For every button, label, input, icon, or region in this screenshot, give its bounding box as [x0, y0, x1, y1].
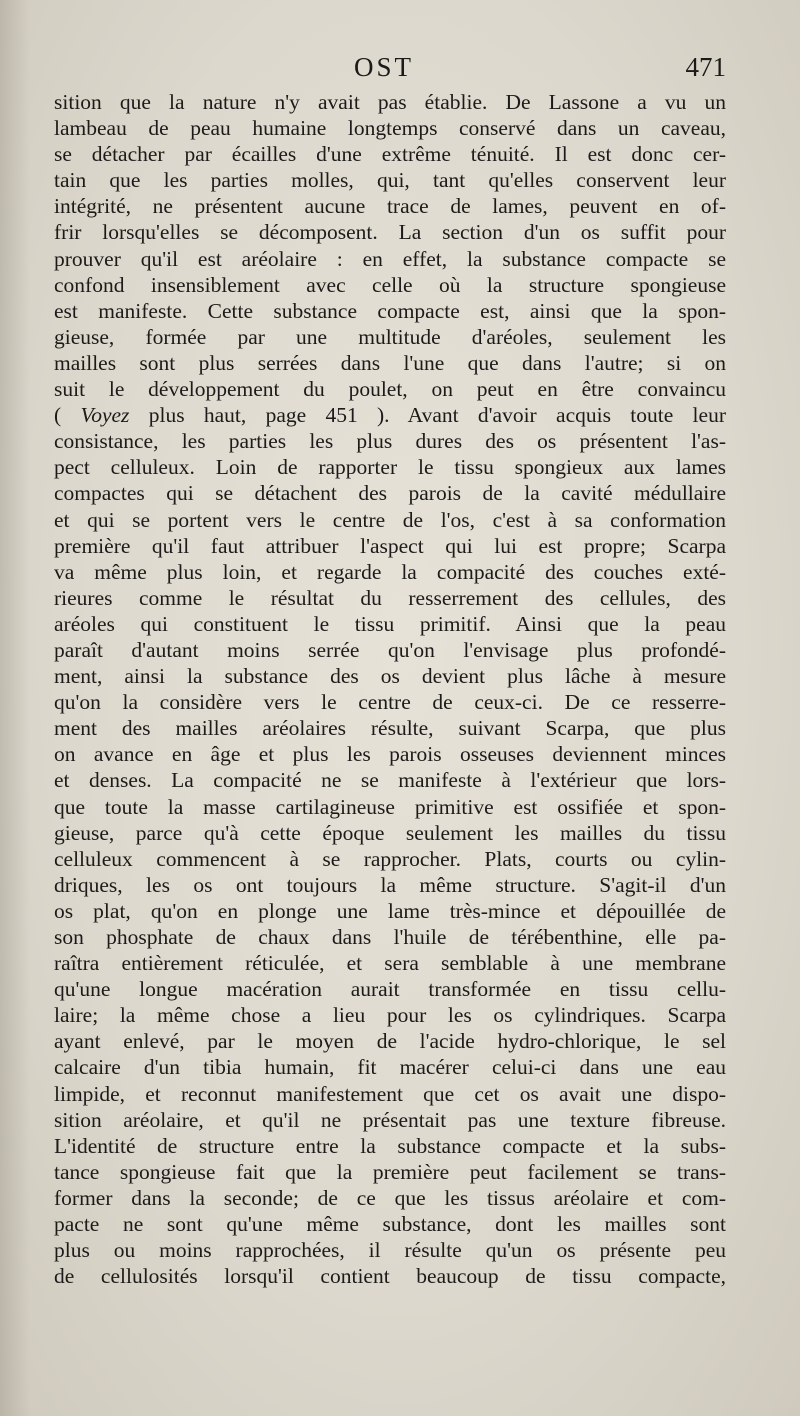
text-line: et qui se portent vers le centre de l'os, c'est à sa conformation — [54, 507, 726, 532]
text-line: intégrité, ne présentent aucune trace de lames, peuvent en of- — [54, 194, 726, 219]
text-line: se détacher par écailles d'une extrême ténuité. Il est donc cer- — [54, 142, 726, 167]
gutter-shadow — [0, 0, 30, 1416]
text-line: de cellulosités lorsqu'il contient beaucoup de tissu compacte, — [54, 1264, 726, 1289]
text-line: celluleux commencent à se rapprocher. Plats, courts ou cylin- — [54, 846, 726, 871]
text-line: compactes qui se détachent des parois de la cavité médullaire — [54, 481, 726, 506]
text-line: rieures comme le résultat du resserrement des cellules, des — [54, 585, 726, 610]
text-line: que toute la masse cartilagineuse primitive est ossifiée et spon- — [54, 794, 726, 819]
text-line: consistance, les parties les plus dures des os présentent l'as- — [54, 429, 726, 454]
text-line: tain que les parties molles, qui, tant qu'elles conservent leur — [54, 168, 726, 193]
page-number: 471 — [685, 52, 726, 82]
text-line: pect celluleux. Loin de rapporter le tissu spongieux aux lames — [54, 455, 726, 480]
text-line: suit le développement du poulet, on peut en être convaincu — [54, 377, 726, 402]
text-line: ( Voyez plus haut, page 451 ). Avant d'avoir acquis toute leur — [54, 403, 726, 428]
text-line: aréoles qui constituent le tissu primitif. Ainsi que la peau — [54, 611, 726, 636]
text-line: driques, les os ont toujours la même structure. S'agit-il d'un — [54, 872, 726, 897]
text-line: ment, ainsi la substance des os devient plus lâche à mesure — [54, 664, 726, 689]
text-line: lambeau de peau humaine longtemps conservé dans un caveau, — [54, 116, 726, 141]
running-head: OST — [354, 52, 415, 82]
text-line: son phosphate de chaux dans l'huile de térébenthine, elle pa- — [54, 925, 726, 949]
text-line: mailles sont plus serrées dans l'une que dans l'autre; si on — [54, 350, 726, 375]
text-line: est manifeste. Cette substance compacte est, ainsi que la spon- — [54, 298, 726, 323]
text-line: limpide, et reconnut manifestement que cet os avait une dispo- — [54, 1081, 726, 1106]
text-line: calcaire d'un tibia humain, fit macérer celui-ci dans une eau — [54, 1055, 726, 1080]
text-line: et denses. La compacité ne se manifeste à l'extérieur que lors- — [54, 768, 726, 793]
text-line: qu'une longue macération aurait transformée en tissu cellu- — [54, 977, 726, 1002]
text-line: sition aréolaire, et qu'il ne présentait pas une texture fibreuse. — [54, 1107, 726, 1132]
text-line: gieuse, formée par une multitude d'aréoles, seulement les — [54, 324, 726, 349]
body-text — [54, 89, 726, 1289]
text-line: on avance en âge et plus les parois osseuses deviennent minces — [54, 742, 726, 767]
text-line: prouver qu'il est aréolaire : en effet, la substance compacte se — [54, 246, 726, 271]
text-line: ayant enlevé, par le moyen de l'acide hydro-chlorique, le sel — [54, 1029, 726, 1054]
page-header — [54, 52, 726, 88]
text-line: tance spongieuse fait que la première peut facilement se trans- — [54, 1159, 726, 1184]
text-line: va même plus loin, et regarde la compacité des couches exté- — [54, 559, 726, 584]
text-line: os plat, qu'on en plonge une lame très-mince et dépouillée de — [54, 898, 726, 923]
text-line: laire; la même chose a lieu pour les os cylindriques. Scarpa — [54, 1003, 726, 1028]
text-line: gieuse, parce qu'à cette époque seulement les mailles du tissu — [54, 820, 726, 845]
text-line: former dans la seconde; de ce que les tissus aréolaire et com- — [54, 1185, 726, 1210]
text-line: qu'on la considère vers le centre de ceux-ci. De ce resserre- — [54, 690, 726, 715]
text-line: raîtra entièrement réticulée, et sera semblable à une membrane — [54, 951, 726, 976]
text-line: frir lorsqu'elles se décomposent. La section d'un os suffit pour — [54, 220, 726, 245]
text-line: confond insensiblement avec celle où la structure spongieuse — [54, 272, 726, 297]
text-line: sition que la nature n'y avait pas établie. De Lassone a vu un — [54, 90, 726, 114]
text-line: première qu'il faut attribuer l'aspect qui lui est propre; Scarpa — [54, 533, 726, 558]
text-line: pacte ne sont qu'une même substance, dont les mailles sont — [54, 1212, 726, 1237]
text-line: paraît d'autant moins serrée qu'on l'envisage plus profondé- — [54, 637, 726, 662]
text-line: plus ou moins rapprochées, il résulte qu'un os présente peu — [54, 1238, 726, 1263]
text-line: L'identité de structure entre la substance compacte et la subs- — [54, 1133, 726, 1158]
text-line: ment des mailles aréolaires résulte, suivant Scarpa, que plus — [54, 716, 726, 741]
